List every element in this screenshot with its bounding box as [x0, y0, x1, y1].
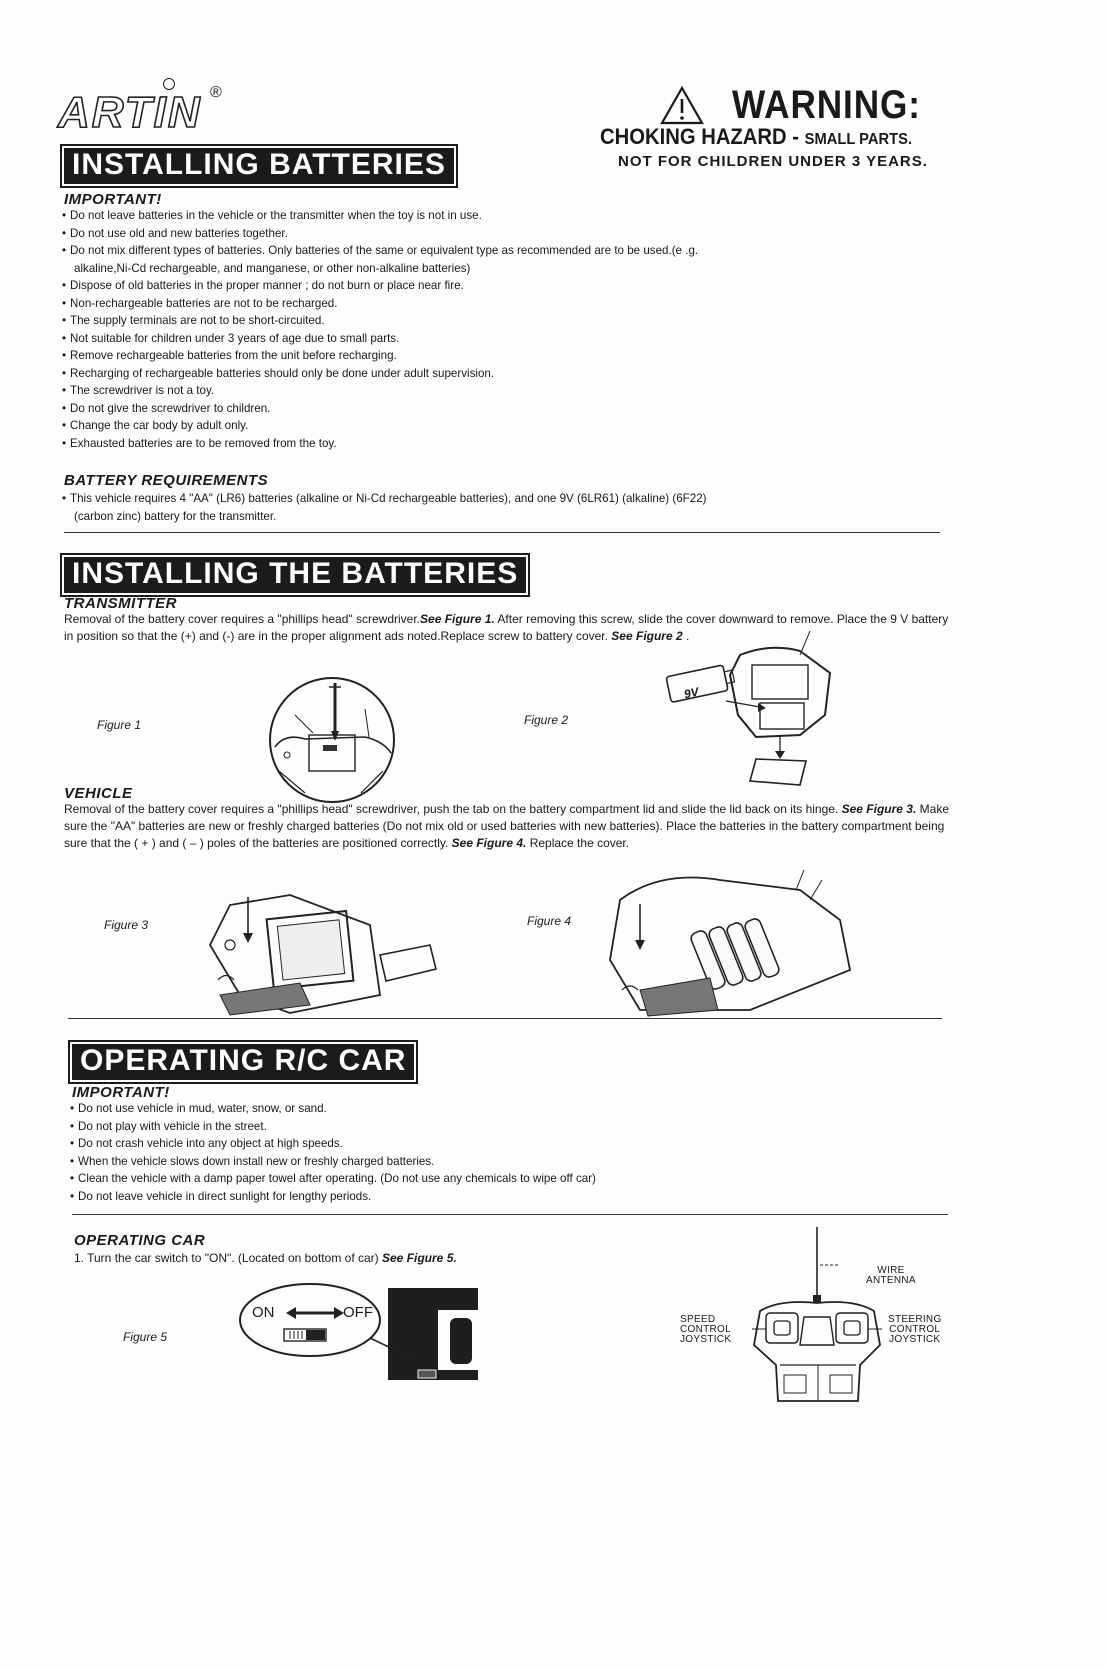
warning-triangle-icon — [660, 85, 704, 125]
figure-2-illustration — [660, 645, 860, 795]
operating-car-heading: OPERATING CAR — [74, 1232, 206, 1249]
wire-antenna-label: WIRE ANTENNA — [866, 1265, 916, 1286]
list-item: • Do not leave batteries in the vehicle or the transmitter when the toy is not in use. — [62, 207, 698, 225]
important-heading-2: IMPORTANT! — [72, 1084, 170, 1101]
list-item-continued: (carbon zinc) battery for the transmitter. — [74, 509, 277, 523]
list-item: • Do not give the screwdriver to children. — [62, 400, 698, 418]
figure-1-label: Figure 1 — [97, 718, 142, 732]
figure-3-label: Figure 3 — [104, 918, 149, 932]
switch-off-label: OFF — [343, 1304, 373, 1321]
vehicle-heading: VEHICLE — [64, 785, 133, 802]
figure-ref: See Figure 4. — [451, 836, 527, 850]
list-item: • Clean the vehicle with a damp paper towel after operating. (Do not use any chemicals to wipe off car) — [70, 1170, 596, 1188]
registered-mark: ® — [210, 84, 222, 101]
list-item: • Change the car body by adult only. — [62, 417, 698, 435]
list-item: • Do not use vehicle in mud, water, snow, or sand. — [70, 1100, 596, 1118]
figure-4-illustration — [600, 860, 860, 1020]
figure-ref: See Figure 3. — [841, 802, 917, 816]
operating-step-1: 1. Turn the car switch to "ON". (Located on bottom of car) See Figure 5. — [74, 1251, 457, 1265]
warning-title: WARNING: — [732, 82, 921, 127]
transmitter-illustration — [740, 1225, 900, 1405]
choking-small: SMALL PARTS. — [804, 131, 913, 148]
list-item: • Exhausted batteries are to be removed from the toy. — [62, 435, 698, 453]
list-item: • Non-rechargeable batteries are not to be recharged. — [62, 295, 698, 313]
transmitter-heading: TRANSMITTER — [64, 595, 177, 612]
choking-hazard — [600, 124, 912, 150]
banner-operating-rc-car: OPERATING R/C CAR — [68, 1040, 418, 1084]
section-divider — [72, 1214, 948, 1215]
important-list-2 — [70, 1100, 596, 1205]
list-item: • The supply terminals are not to be short-circuited. — [62, 312, 698, 330]
figure-ref: See Figure 2 — [611, 629, 683, 643]
list-item: • The screwdriver is not a toy. — [62, 382, 698, 400]
list-item: • This vehicle requires 4 "AA" (LR6) batteries (alkaline or Ni-Cd rechargeable batteries), and one 9V (6LR61) (alkaline) (6F22) (carbon zinc) battery for the transmitter. — [62, 490, 707, 525]
figure-ref: See Figure 5. — [382, 1251, 457, 1265]
transmitter-instructions: Removal of the battery cover requires a "phillips head" screwdriver.See Figure 1. After removing this screw, slide the cover downward to remove. Place the 9 V battery in position so that the (+) and (-) are in the proper alignment ads noted.Replace screw to battery cover. See Figure 2 . — [64, 612, 949, 643]
section-divider — [64, 532, 940, 533]
figure-2-label: Figure 2 — [524, 713, 569, 727]
list-item: • Remove rechargeable batteries from the unit before recharging. — [62, 347, 698, 365]
choking-main: CHOKING HAZARD - — [600, 124, 800, 149]
list-item: • Do not crash vehicle into any object at high speeds. — [70, 1135, 596, 1153]
section-divider — [68, 1018, 942, 1019]
list-item: • Recharging of rechargeable batteries should only be done under adult supervision. — [62, 365, 698, 383]
battery-9v-label: 9V — [682, 684, 700, 702]
steering-control-label: STEERING CONTROL JOYSTICK — [888, 1314, 942, 1345]
battery-requirements-heading: BATTERY REQUIREMENTS — [64, 472, 269, 489]
figure-4-label: Figure 4 — [527, 914, 572, 928]
figure-3-illustration — [200, 885, 440, 1015]
figure-1-illustration — [265, 675, 399, 805]
list-item-continued: alkaline,Ni-Cd rechargeable, and manganese, or other non-alkaline batteries) — [74, 261, 471, 275]
banner-installing-batteries: INSTALLING BATTERIES — [60, 144, 458, 188]
brand-name: ARTIN — [58, 88, 202, 137]
list-item: • Do not use old and new batteries together. — [62, 225, 698, 243]
important-heading-1: IMPORTANT! — [64, 191, 162, 208]
list-item: • Dispose of old batteries in the proper manner ; do not burn or place near fire. — [62, 277, 698, 295]
list-item: • Not suitable for children under 3 years of age due to small parts. — [62, 330, 698, 348]
figure-ref: See Figure 1. — [420, 612, 495, 626]
list-item: • Do not play with vehicle in the street. — [70, 1118, 596, 1136]
list-item: • Do not mix different types of batteries. Only batteries of the same or equivalent type as recommended are to be used.(e .g. alkaline,Ni-Cd rechargeable, and manganese, or other non-alkaline batteries) — [62, 242, 698, 277]
age-warning: NOT FOR CHILDREN UNDER 3 YEARS. — [618, 153, 928, 170]
figure-5-illustration — [238, 1280, 498, 1390]
list-item: • Do not leave vehicle in direct sunlight for lengthy periods. — [70, 1188, 596, 1206]
vehicle-instructions: Removal of the battery cover requires a "phillips head" screwdriver, push the tab on the battery compartment lid and slide the lid back on its hinge. See Figure 3. Make sure the "AA" batteries are new or freshly charged batteries (Do not mix old or used batteries with new batteries). Place the batteries in the battery compartment being sure that the ( + ) and ( – ) poles of the batteries are positioned correctly. See Figure 4. Replace the cover. — [64, 802, 949, 850]
speed-control-label: SPEED CONTROL JOYSTICK — [680, 1314, 732, 1345]
battery-requirements-list — [62, 490, 707, 525]
warning-header — [660, 80, 947, 130]
list-item: • When the vehicle slows down install new or freshly charged batteries. — [70, 1153, 596, 1171]
figure-5-label: Figure 5 — [123, 1330, 168, 1344]
switch-on-label: ON — [252, 1304, 275, 1321]
brand-logo — [58, 78, 228, 140]
banner-installing-the-batteries: INSTALLING THE BATTERIES — [60, 553, 530, 597]
important-list-1 — [62, 207, 698, 452]
